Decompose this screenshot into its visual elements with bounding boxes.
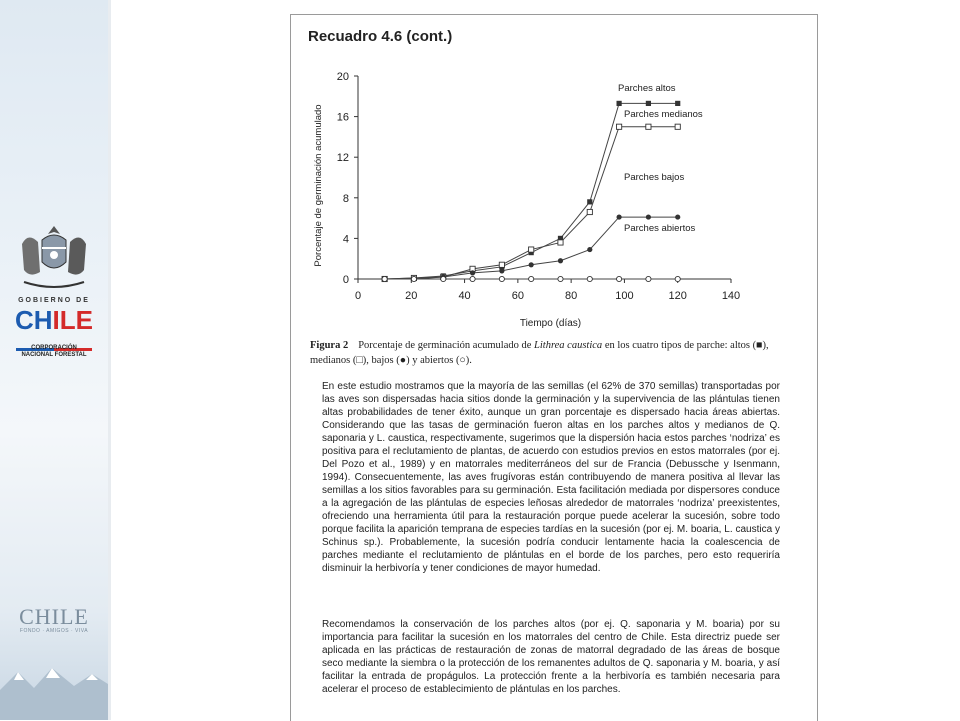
y-tick-label: 8 (342, 192, 349, 205)
y-axis-label: Porcentaje de germinación acumulado (313, 104, 324, 267)
data-point (675, 124, 680, 129)
data-point (587, 199, 592, 204)
caption-text-before: Porcentaje de germinación acumulado de (358, 340, 535, 351)
data-point (441, 276, 446, 281)
y-tick-label: 4 (342, 233, 349, 246)
data-point (587, 276, 592, 281)
secondary-chile-logo: CHILE (19, 604, 89, 629)
sidebar (0, 0, 108, 720)
data-point (470, 270, 475, 275)
y-tick-label: 12 (336, 152, 349, 165)
body-paragraph-1: En este estudio mostramos que la mayoría de las semillas (el 62% de 370 semillas) transportadas por las aves son dispersadas hacia sitios donde la germinación y la supervivencia de las plántulas tienen altas probabilidades de tener éxito, aunque un gran porcentaje es dispersado hacia áreas abiertas. Considerando que las tasas de germinación fueron altas en los parches altos y medianos de Q. saponaria y L. caustica, respectivamente, sugerimos que la dispersión hacia estos parches ‘nodriza’ es positiva para el reclutamiento de plantas, de acuerdo con estudios previos en estos matorrales (por ej. Del Pozo et al., 1989) y en matorrales mediterráneos del sur de Francia (Debussche y Isenmann, 1994). Consecuentemente, las aves frugívoras están contribuyendo de manera positiva al llevar las semillas a los sitios favorables para su germinación. Esta facilitación mediada por dispersores conduce a la agregación de las plántulas de especies leñosas alrededor de matorrales ‘nodriza’ preexistentes, ofreciendo una herramienta útil para la restauración porque puede acelerar la sucesión, sobre todo porque facilita la aparición temprana de especies tardías en la sucesión (por ej. M. boaria, L. caustica y Schinus sp.). Probablemente, la sucesión podría conducir lentamente hacia la coalescencia de parches mediante el reclutamiento de plántulas en el borde de los parches, pero esto requeriría disminuir la herbivoría y tener condiciones de mayor humedad. (322, 381, 780, 574)
sidebar-divider (108, 0, 111, 720)
x-tick-label: 20 (405, 290, 418, 302)
x-tick-label: 60 (511, 290, 524, 302)
germination-chart (300, 62, 760, 334)
data-point (587, 209, 592, 214)
x-tick-label: 0 (354, 290, 362, 302)
data-point (617, 214, 622, 219)
coat-of-arms-icon (14, 222, 94, 292)
corporacion-label: CORPORACIÓN (31, 345, 77, 351)
data-point (675, 276, 680, 281)
gobierno-label: GOBIERNO DE (18, 297, 90, 304)
secondary-logo-subtitle: FONDO · AMIGOS · VIVA (19, 628, 89, 634)
data-point (529, 262, 534, 267)
data-point (529, 276, 534, 281)
data-point (411, 276, 416, 281)
chile-logo: CHILE (14, 305, 93, 335)
caption-species: Lithrea caustica (534, 340, 603, 351)
chart-series (382, 101, 680, 282)
series-label: Parches medianos (624, 109, 703, 120)
data-point (558, 258, 563, 263)
data-point (587, 247, 592, 252)
data-point (646, 214, 651, 219)
data-point (382, 276, 387, 281)
figure-caption (310, 338, 780, 368)
y-tick-label: 20 (336, 71, 349, 83)
nacional-forestal-label: NACIONAL FORESTAL (21, 352, 87, 358)
data-point (617, 124, 622, 129)
data-point (558, 240, 563, 245)
x-tick-label: 120 (668, 290, 687, 302)
data-point (558, 276, 563, 281)
data-point (646, 101, 651, 106)
x-tick-label: 80 (565, 290, 578, 302)
data-point (499, 262, 504, 267)
data-point (675, 101, 680, 106)
series-label: Parches bajos (624, 172, 685, 183)
data-point (646, 124, 651, 129)
data-point (470, 276, 475, 281)
figure-label: Figura 2 (310, 340, 349, 351)
data-point (675, 214, 680, 219)
data-point (646, 276, 651, 281)
x-axis-label: Tiempo (días) (519, 318, 582, 329)
y-tick-label: 16 (336, 111, 349, 124)
x-tick-label: 140 (721, 290, 741, 302)
series-label: Parches altos (618, 83, 676, 94)
chart-series-labels (618, 83, 703, 234)
data-point (617, 101, 622, 106)
series-line (385, 127, 678, 279)
caption-text-after: en los cuatro tipos de parche: altos (■), medianos (□), bajos (●) y abiertos (○). (310, 340, 769, 366)
body-paragraph-2: Recomendamos la conservación de los parches altos (por ej. Q. saponaria y M. boaria) por su importancia para facilitar la sucesión en los matorrales del centro de Chile. Esta directriz puede ser aplicada en las prácticas de restauración de zonas de matorral degradado de las áreas de bosque seco mediante la siembra o la protección de los remanentes adultos de Q. saponaria y M. boaria, y así facilitar la entrada de propágulos. La protección frente a la herbivoría es también necesaria para acelerar el proceso de establecimiento de plántulas en los parches. (322, 619, 780, 695)
data-point (499, 268, 504, 273)
flag-bar (16, 338, 92, 341)
series-label: Parches abiertos (624, 223, 696, 234)
data-point (499, 276, 504, 281)
data-point (617, 276, 622, 281)
x-tick-label: 40 (458, 290, 471, 302)
y-tick-label: 0 (342, 274, 349, 286)
mountains-icon (0, 650, 108, 720)
data-point (529, 247, 534, 252)
x-tick-label: 100 (615, 290, 634, 302)
box-title: Recuadro 4.6 (cont.) (308, 28, 453, 45)
